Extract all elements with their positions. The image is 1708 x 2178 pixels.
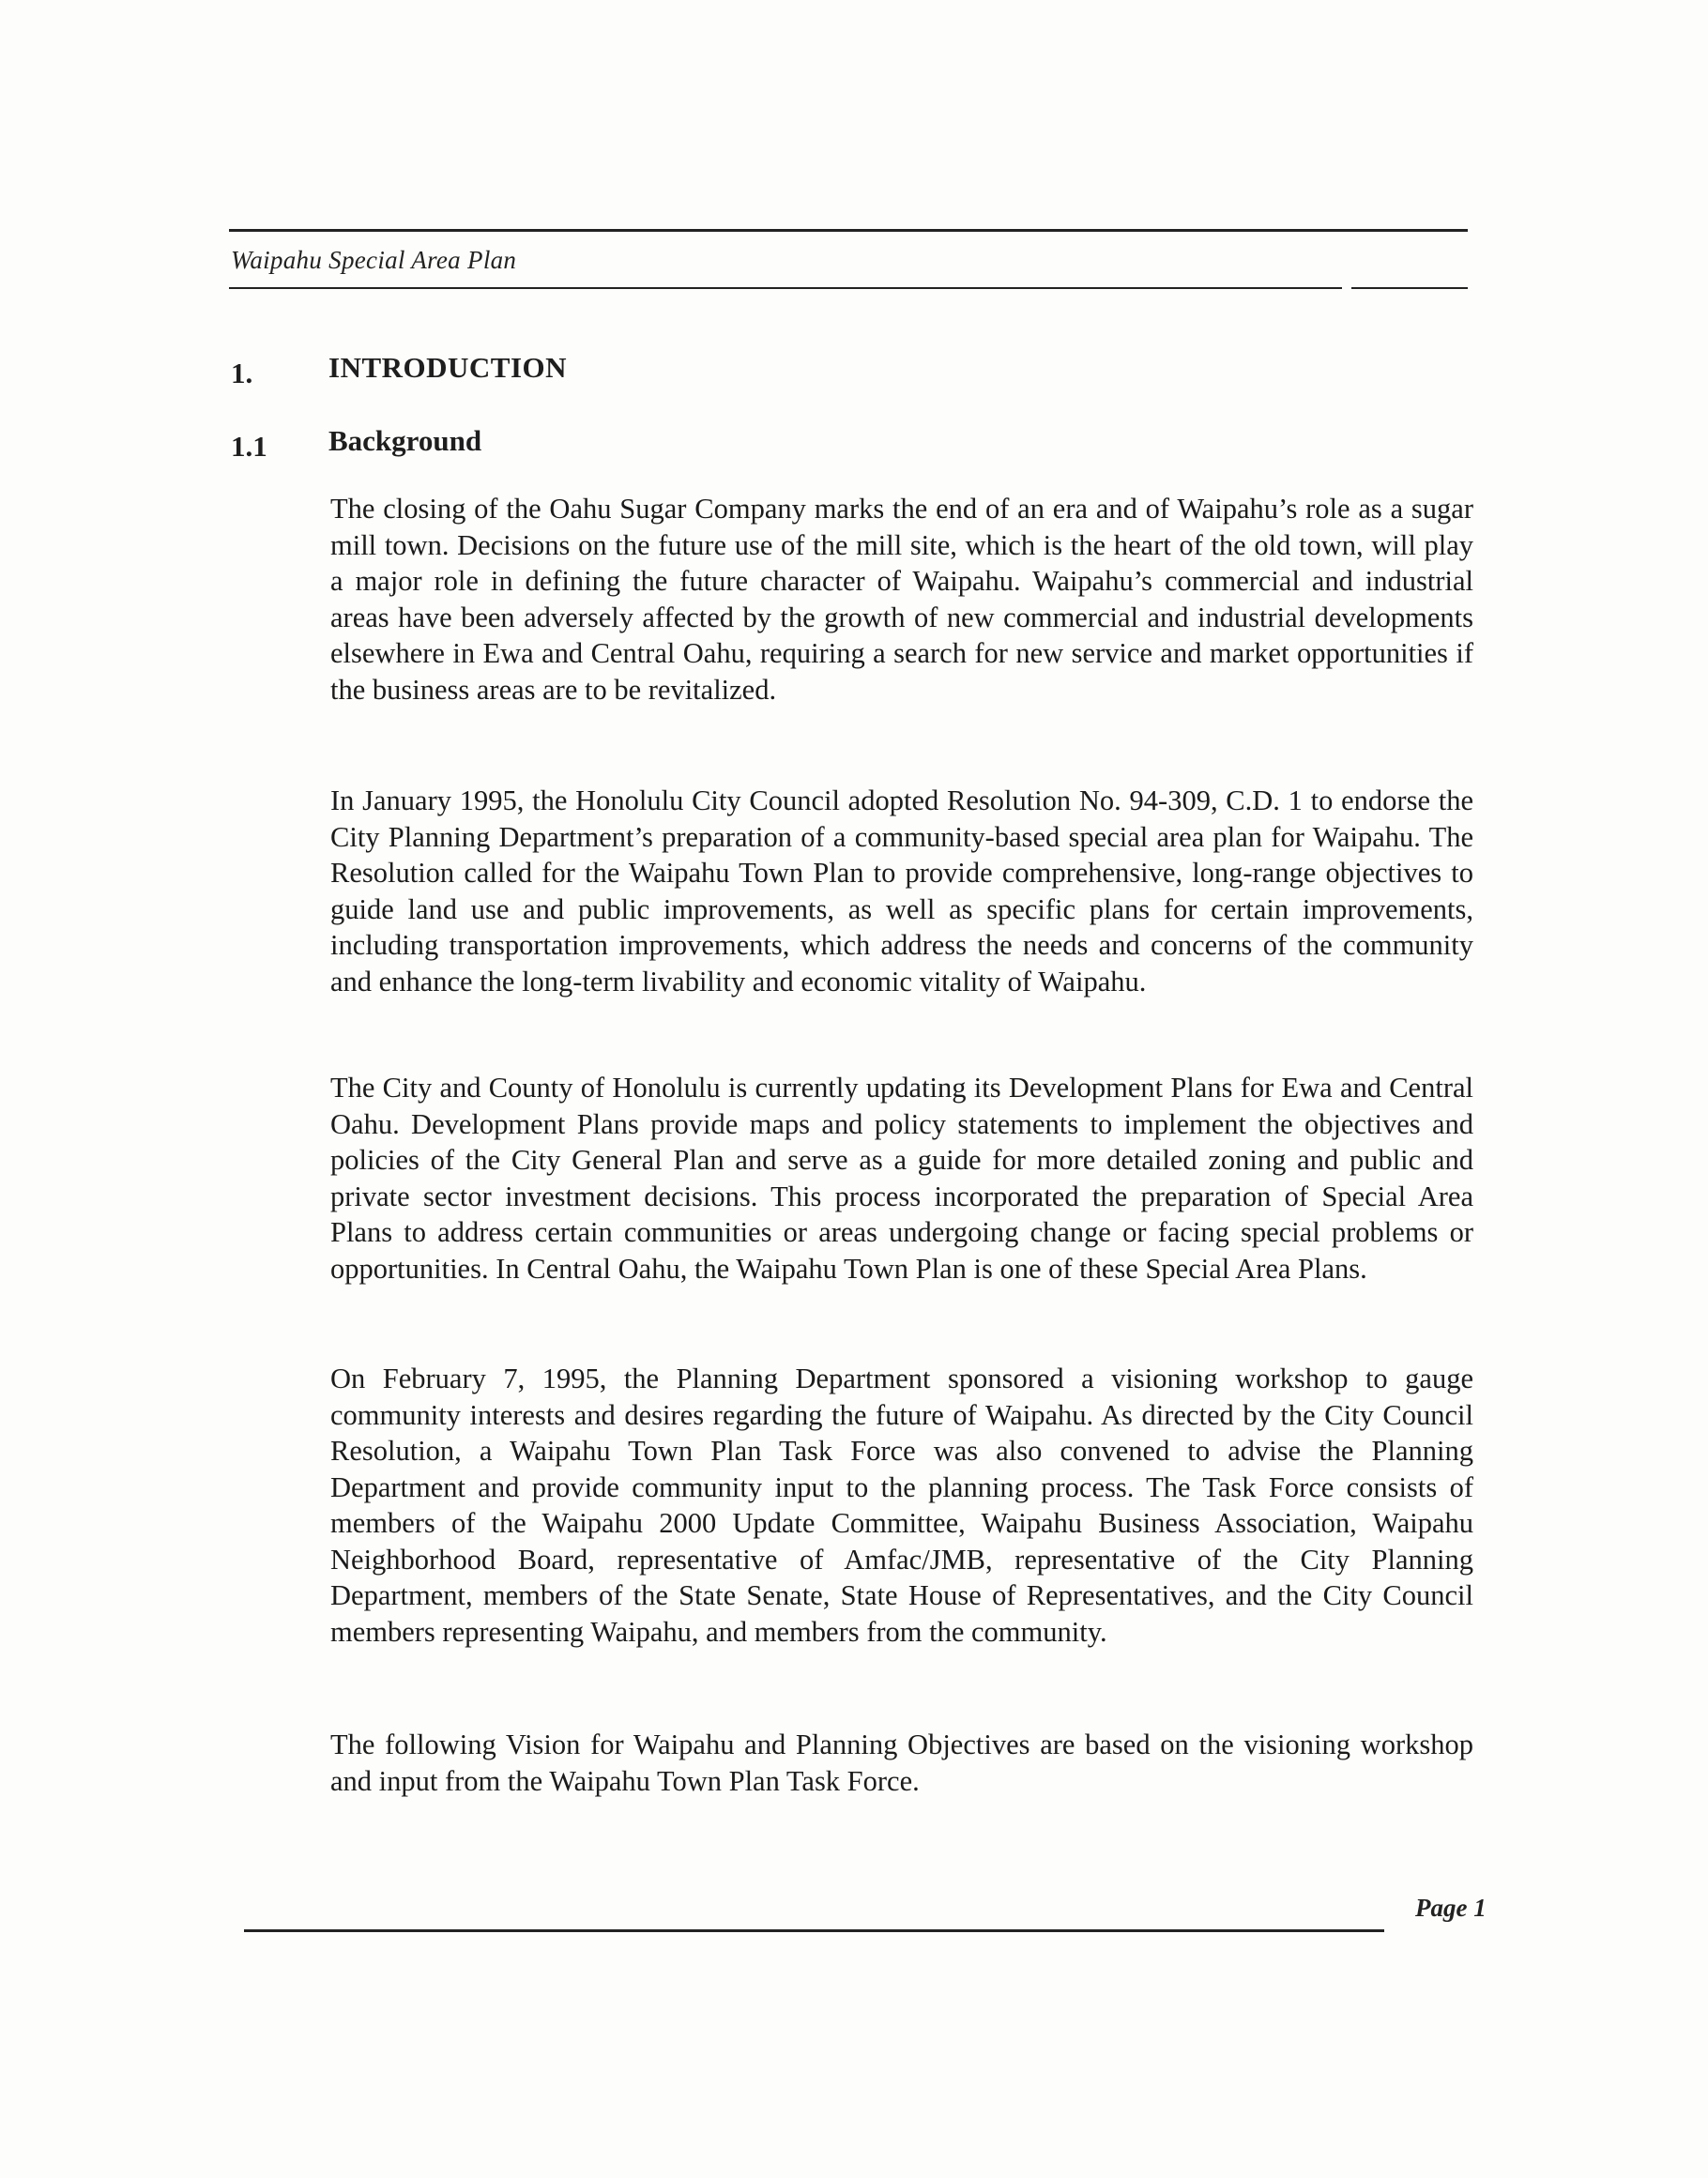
paragraph-vision-objectives: The following Vision for Waipahu and Planning Objectives are based on the visioning workshop and input from the Waipahu Town Plan Task Force. [330,1729,1473,1797]
header-top-rule [229,229,1468,232]
header-bottom-rule-segment [1351,287,1468,289]
paragraph-visioning-workshop: On February 7, 1995, the Planning Department sponsored a visioning workshop to gauge community interests and desires regarding the future of Waipahu. As directed by the City Council Resolution, a Waipahu Town Plan Task Force was also convened to advise the Planning Department and provide community input to the planning process. The Task Force consists of members of the Waipahu 2000 Update Committee, Waipahu Business Association, Waipahu Neighborhood Board, representative of Amfac/JMB, representative of the City Planning Department, members of the State Senate, State House of Representatives, and the City Council members representing Waipahu, and members from the community. [330,1363,1473,1648]
section-number: 1. [231,357,253,389]
section-title: INTRODUCTION [328,351,568,384]
subsection-number: 1.1 [231,430,267,463]
paragraph-council-resolution: In January 1995, the Honolulu City Council adopted Resolution No. 94-309, C.D. 1 to endorse the City Planning Department’s preparation of a community-based special area plan for Waipahu. The Resolution called for the Waipahu Town Plan to provide comprehensive, long-range objectives to guide land use and public improvements, as well as specific plans for certain improvements, including transportation improvements, which address the needs and concerns of the community and enhance the long-term livability and economic vitality of Waipahu. [330,784,1473,998]
footer-rule [244,1929,1384,1932]
paragraph-mill-closing: The closing of the Oahu Sugar Company marks the end of an era and of Waipahu’s role as a sugar mill town. Decisions on the future use of the mill site, which is the heart of the old town, will play a major role in defining the future character of Waipahu. Waipahu’s commercial and industrial areas have been adversely affected by the growth of new commercial and industrial developments elsewhere in Ewa and Central Oahu, requiring a search for new service and market opportunities if the business areas are to be revitalized. [330,493,1473,706]
page-number: Page 1 [1415,1894,1487,1922]
running-header-title: Waipahu Special Area Plan [231,246,517,274]
header-bottom-rule [229,287,1342,289]
paragraph-development-plans: The City and County of Honolulu is currently updating its Development Plans for Ewa and Central Oahu. Development Plans provide maps and policy statements to implement the objectives and policies of the City General Plan and serve as a guide for more detailed zoning and public and private sector investment decisions. This process incorporated the preparation of Special Area Plans to address certain communities or areas undergoing change or facing special problems or opportunities. In Central Oahu, the Waipahu Town Plan is one of these Special Area Plans. [330,1072,1473,1285]
subsection-title: Background [328,424,482,457]
